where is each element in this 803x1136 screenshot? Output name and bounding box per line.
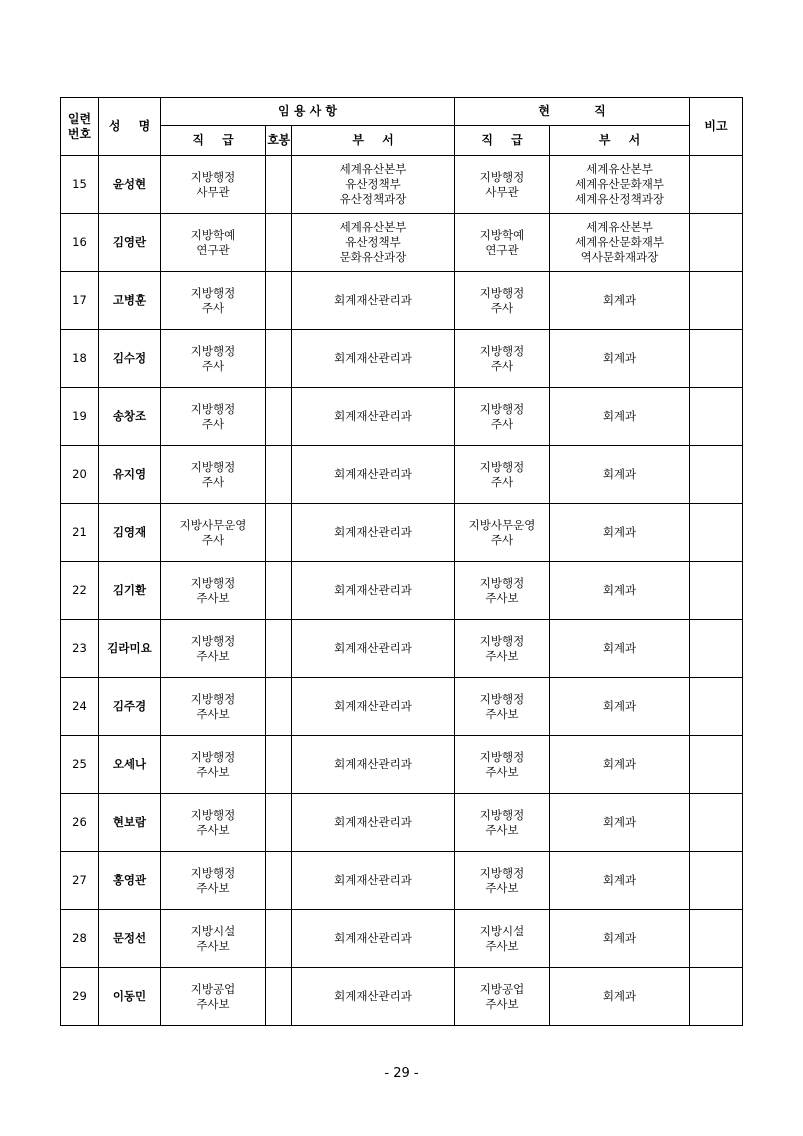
current-department-cell: 회계과 xyxy=(550,620,690,678)
current-department-cell: 회계과 xyxy=(550,330,690,388)
current-grade-cell: 지방행정 주사보 xyxy=(455,620,550,678)
serial-number-cell: 27 xyxy=(61,852,99,910)
appointment-grade-cell: 지방시설 주사보 xyxy=(161,910,266,968)
table-header xyxy=(61,98,743,156)
name-cell: 김수정 xyxy=(99,330,161,388)
current-position-header: 현 직 xyxy=(455,98,690,126)
table-row xyxy=(61,736,743,794)
serial-number-cell: 25 xyxy=(61,736,99,794)
serial-number-cell: 28 xyxy=(61,910,99,968)
appointment-step-cell xyxy=(266,910,292,968)
remarks-cell xyxy=(690,214,743,272)
current-grade-cell: 지방행정 주사보 xyxy=(455,794,550,852)
current-grade-cell: 지방행정 주사보 xyxy=(455,736,550,794)
current-department-cell: 회계과 xyxy=(550,968,690,1026)
appointment-department-cell: 회계재산관리과 xyxy=(292,968,455,1026)
name-cell: 오세나 xyxy=(99,736,161,794)
current-grade-cell: 지방행정 주사 xyxy=(455,330,550,388)
remarks-cell xyxy=(690,852,743,910)
name-cell: 이동민 xyxy=(99,968,161,1026)
table-row xyxy=(61,272,743,330)
appointment-step-cell xyxy=(266,272,292,330)
name-cell: 김영재 xyxy=(99,504,161,562)
current-grade-cell: 지방행정 주사보 xyxy=(455,852,550,910)
serial-number-cell: 26 xyxy=(61,794,99,852)
current-grade-cell: 지방행정 주사 xyxy=(455,272,550,330)
name-cell: 김라미요 xyxy=(99,620,161,678)
remarks-cell xyxy=(690,388,743,446)
name-cell: 현보람 xyxy=(99,794,161,852)
page-number: - 29 - xyxy=(384,1066,419,1081)
remarks-cell xyxy=(690,620,743,678)
current-department-header: 부 서 xyxy=(550,126,690,156)
remarks-cell xyxy=(690,678,743,736)
table-row xyxy=(61,504,743,562)
serial-number-cell: 24 xyxy=(61,678,99,736)
appointment-department-cell: 회계재산관리과 xyxy=(292,620,455,678)
remarks-cell xyxy=(690,446,743,504)
current-grade-cell: 지방사무운영 주사 xyxy=(455,504,550,562)
appointment-department-cell: 회계재산관리과 xyxy=(292,446,455,504)
current-department-cell: 세계유산본부 세계유산문화재부 세계유산정책과장 xyxy=(550,156,690,214)
appointment-grade-cell: 지방공업 주사보 xyxy=(161,968,266,1026)
header-row-main xyxy=(61,98,743,126)
current-grade-cell: 지방행정 사무관 xyxy=(455,156,550,214)
name-cell: 윤성현 xyxy=(99,156,161,214)
serial-number-cell: 29 xyxy=(61,968,99,1026)
appointment-department-cell: 회계재산관리과 xyxy=(292,504,455,562)
remarks-cell xyxy=(690,910,743,968)
name-cell: 고병훈 xyxy=(99,272,161,330)
appointment-grade-cell: 지방학예 연구관 xyxy=(161,214,266,272)
appointment-department-cell: 회계재산관리과 xyxy=(292,678,455,736)
appointment-step-cell xyxy=(266,330,292,388)
name-cell: 홍영관 xyxy=(99,852,161,910)
appointment-grade-cell: 지방사무운영 주사 xyxy=(161,504,266,562)
current-grade-cell: 지방학예 연구관 xyxy=(455,214,550,272)
current-grade-cell: 지방행정 주사 xyxy=(455,388,550,446)
current-department-cell: 회계과 xyxy=(550,794,690,852)
name-cell: 유지영 xyxy=(99,446,161,504)
serial-number-cell: 22 xyxy=(61,562,99,620)
current-department-cell: 회계과 xyxy=(550,388,690,446)
serial-number-cell: 19 xyxy=(61,388,99,446)
table-row xyxy=(61,446,743,504)
appointment-department-cell: 세계유산본부 유산정책부 문화유산과장 xyxy=(292,214,455,272)
serial-number-cell: 23 xyxy=(61,620,99,678)
remarks-cell xyxy=(690,794,743,852)
table-row xyxy=(61,156,743,214)
appointment-department-header: 부 서 xyxy=(292,126,455,156)
serial-number-cell: 16 xyxy=(61,214,99,272)
appointment-grade-cell: 지방행정 주사 xyxy=(161,272,266,330)
current-department-cell: 회계과 xyxy=(550,910,690,968)
table-row xyxy=(61,910,743,968)
appointment-step-cell xyxy=(266,678,292,736)
name-cell: 김영란 xyxy=(99,214,161,272)
remarks-cell xyxy=(690,562,743,620)
appointment-step-cell xyxy=(266,504,292,562)
table-row xyxy=(61,678,743,736)
current-department-cell: 회계과 xyxy=(550,736,690,794)
appointment-step-cell xyxy=(266,620,292,678)
appointment-department-cell: 회계재산관리과 xyxy=(292,910,455,968)
current-department-cell: 회계과 xyxy=(550,446,690,504)
appointment-details-header: 임 용 사 항 xyxy=(161,98,455,126)
appointment-grade-cell: 지방행정 주사 xyxy=(161,388,266,446)
serial-number-cell: 21 xyxy=(61,504,99,562)
name-cell: 문정선 xyxy=(99,910,161,968)
appointment-grade-cell: 지방행정 사무관 xyxy=(161,156,266,214)
table-row xyxy=(61,214,743,272)
table-row xyxy=(61,620,743,678)
table-row xyxy=(61,794,743,852)
remarks-cell xyxy=(690,504,743,562)
appointment-department-cell: 회계재산관리과 xyxy=(292,272,455,330)
table-row xyxy=(61,388,743,446)
appointment-step-cell xyxy=(266,968,292,1026)
appointment-step-cell xyxy=(266,794,292,852)
current-department-cell: 회계과 xyxy=(550,272,690,330)
appointment-department-cell: 회계재산관리과 xyxy=(292,562,455,620)
current-grade-cell: 지방공업 주사보 xyxy=(455,968,550,1026)
current-department-cell: 회계과 xyxy=(550,562,690,620)
appointment-department-cell: 회계재산관리과 xyxy=(292,388,455,446)
remarks-header: 비고 xyxy=(690,98,743,156)
current-grade-cell: 지방시설 주사보 xyxy=(455,910,550,968)
remarks-cell xyxy=(690,968,743,1026)
appointment-step-header: 호봉 xyxy=(266,126,292,156)
appointment-department-cell: 회계재산관리과 xyxy=(292,852,455,910)
table-row xyxy=(61,330,743,388)
appointment-grade-cell: 지방행정 주사보 xyxy=(161,562,266,620)
appointment-step-cell xyxy=(266,852,292,910)
appointment-grade-cell: 지방행정 주사 xyxy=(161,446,266,504)
appointment-step-cell xyxy=(266,156,292,214)
current-department-cell: 회계과 xyxy=(550,504,690,562)
appointment-grade-cell: 지방행정 주사보 xyxy=(161,620,266,678)
appointment-grade-header: 직 급 xyxy=(161,126,266,156)
current-grade-cell: 지방행정 주사보 xyxy=(455,562,550,620)
table-body xyxy=(61,156,743,1026)
serial-number-cell: 20 xyxy=(61,446,99,504)
name-cell: 송창조 xyxy=(99,388,161,446)
serial-number-header: 일련 번호 xyxy=(61,98,99,156)
remarks-cell xyxy=(690,330,743,388)
appointment-department-cell: 회계재산관리과 xyxy=(292,736,455,794)
header-row-sub xyxy=(61,126,743,156)
remarks-cell xyxy=(690,272,743,330)
appointment-department-cell: 회계재산관리과 xyxy=(292,794,455,852)
appointment-department-cell: 회계재산관리과 xyxy=(292,330,455,388)
name-cell: 김기환 xyxy=(99,562,161,620)
appointment-grade-cell: 지방행정 주사보 xyxy=(161,852,266,910)
table-row xyxy=(61,562,743,620)
appointment-grade-cell: 지방행정 주사 xyxy=(161,330,266,388)
current-grade-cell: 지방행정 주사 xyxy=(455,446,550,504)
current-department-cell: 회계과 xyxy=(550,678,690,736)
current-grade-cell: 지방행정 주사보 xyxy=(455,678,550,736)
remarks-cell xyxy=(690,156,743,214)
name-cell: 김주경 xyxy=(99,678,161,736)
appointment-department-cell: 세계유산본부 유산정책부 유산정책과장 xyxy=(292,156,455,214)
serial-number-cell: 18 xyxy=(61,330,99,388)
serial-number-cell: 17 xyxy=(61,272,99,330)
appointment-grade-cell: 지방행정 주사보 xyxy=(161,678,266,736)
current-grade-header: 직 급 xyxy=(455,126,550,156)
personnel-appointment-table xyxy=(60,97,743,1026)
appointment-step-cell xyxy=(266,446,292,504)
current-department-cell: 세계유산본부 세계유산문화재부 역사문화재과장 xyxy=(550,214,690,272)
remarks-cell xyxy=(690,736,743,794)
serial-number-cell: 15 xyxy=(61,156,99,214)
appointment-grade-cell: 지방행정 주사보 xyxy=(161,794,266,852)
appointment-step-cell xyxy=(266,736,292,794)
table-row xyxy=(61,852,743,910)
appointment-grade-cell: 지방행정 주사보 xyxy=(161,736,266,794)
table-row xyxy=(61,968,743,1026)
name-header: 성 명 xyxy=(99,98,161,156)
appointment-step-cell xyxy=(266,214,292,272)
appointment-step-cell xyxy=(266,388,292,446)
appointment-step-cell xyxy=(266,562,292,620)
current-department-cell: 회계과 xyxy=(550,852,690,910)
